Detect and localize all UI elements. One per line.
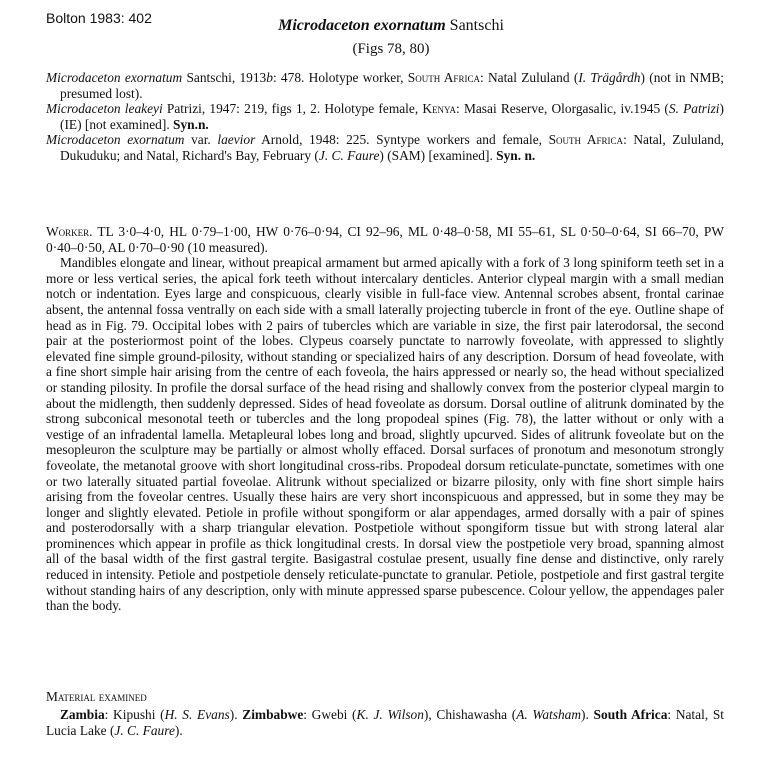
entry-text: Santschi, 1913	[182, 70, 267, 85]
synonymy-list	[46, 70, 724, 164]
species-author: Santschi	[449, 17, 504, 34]
synonym-status: Syn. n.	[496, 147, 536, 163]
description-paragraph: Mandibles elongate and linear, without preapical armament but armed apically with a fork of 3 long spiniform teeth set in a more or less vertical series, the apical fork teeth without intercalary denticles. Anterior clypeal margin with a small median notch or indentation. Eyes large and conspicuous, clearly visible in full-face view. Antennal scrobes absent, frontal carinae absent, the antennal fossa ventrally on each side with a small laterally projecting tubercle in front of the eye. Outline shape of head as in Fig. 79. Occipital lobes with 2 pairs of tubercles which are variable in size, the first pair laterodorsal, the second pair at the posteriormost point of the lobes. Clypeus coarsely punctate to narrowly foveolate, with appressed to slightly elevated fine simple ground-pilosity, without standing or specialized hairs of any description. Dorsum of head foveolate, with a fine short simple hair arising from the centre of each foveola, the hairs appressed or nearly so, the head without specialized or standing pilosity. In profile the dorsal surface of the head rising and shallowly convex from the posterior clypeal margin to about the midlength, then suddenly depressed. Sides of head foveolate as dorsum. Dorsal outline of alitrunk dominated by the strong subconical mesonotal teeth or tubercles and the long propodeal spines (Fig. 78), the latter without or only with a vestige of an infradental lamella. Metapleural lobes long and broad, slightly upcurved. Sides of alitrunk foveolate but on the mesopleuron the sculpture may be partially or almost wholly effaced. Dorsal surfaces of pronotum and mesonotum strongly foveolate, the metanotal groove with short longitudinal cross-ribs. Propodeal dorsum reticulate-punctate, sometimes with one or two laterally situated partial foveolae. Alitrunk without specialized or bizarre pilosity, only with fine short simple hairs arising from the foveolar centres. Usually these hairs are very short inconspicuous and appressed, but in some they may be longer and slightly elevated. Petiole in profile without spongiform or alar appendages, armed dorsally with a pair of spines and posterodorsally with a sharp triangular elevation. Postpetiole without spongiform tissue but with strong lateral alar prominences which appear in profile as thick longitudinal crests. In dorsal view the postpetiole very broad, spanning almost all of the basal width of the first gastral tergite. Basigastral costulae present, usually fine dense and distinctive, only rarely reduced in intensity. Petiole and postpetiole densely reticulate-punctate to granular. Petiole, postpetiole and first gastral tergite without standing hairs of any description, only with minute appressed sparse pubescence. Colour yellow, the appendages paler than the body.	[46, 255, 724, 614]
measurements-paragraph	[46, 224, 724, 255]
entry-text: : Natal Zululand (	[479, 70, 579, 85]
variety-name: laevior	[217, 132, 256, 148]
worker-description	[46, 224, 724, 614]
collector-name: I. Trägårdh	[578, 70, 641, 85]
entry-text: Arnold, 1948: 225. Syntype workers and female,	[255, 132, 549, 148]
entry-text: : Natal, St Lucia Lake (	[46, 707, 725, 738]
collector-name: S. Patrizi	[668, 101, 720, 117]
collector-name: J. C. Faure	[318, 147, 380, 163]
entry-text: ).	[581, 707, 594, 722]
species-name: Microdaceton exornatum	[278, 17, 446, 34]
country-name: Zambia	[60, 707, 105, 722]
synonymy-entry	[46, 101, 724, 132]
entry-text: ) (not in NMB; presumed lost).	[60, 70, 725, 101]
collector-name: K. J. Wilson	[356, 707, 424, 722]
year-suffix: b	[266, 70, 273, 85]
entry-text: : Kipushi (	[104, 707, 165, 722]
country-name: Zimbabwe	[242, 707, 304, 722]
collector-name: H. S. Evans	[164, 707, 230, 722]
country-name: South Africa	[593, 707, 668, 722]
figure-reference: (Figs 78, 80)	[352, 41, 430, 57]
collector-name: J. C. Faure	[114, 722, 175, 738]
material-heading: Material examined	[46, 689, 147, 704]
entry-text: Patrizi, 1947: 219, figs 1, 2. Holotype female,	[162, 101, 423, 117]
entry-text: ).	[174, 722, 183, 738]
material-examined	[46, 707, 724, 738]
country-name: South Africa	[407, 70, 480, 85]
caste-label: Worker	[46, 224, 90, 239]
taxon-name: Microdaceton exornatum	[46, 70, 183, 85]
entry-text: ), Chishawasha (	[423, 707, 517, 722]
material-paragraph	[46, 707, 724, 738]
synonymy-entry	[46, 70, 724, 101]
entry-text: ) (SAM) [examined].	[379, 147, 497, 163]
source-citation: Bolton 1983: 402	[46, 10, 152, 26]
entry-text: : Masai Reserve, Olorgasalic, iv.1945 (	[456, 101, 669, 117]
taxon-name: Microdaceton exornatum	[46, 132, 185, 148]
entry-text: ) (IE) [not examined].	[60, 101, 724, 132]
entry-text: var.	[184, 132, 218, 148]
collector-name: A. Watsham	[516, 707, 582, 722]
entry-text: : Gwebi (	[303, 707, 357, 722]
synonym-status: Syn.n.	[173, 116, 209, 132]
synonymy-entry	[46, 132, 724, 163]
taxon-name: Microdaceton leakeyi	[46, 101, 163, 117]
entry-text: : Natal, Zululand, Dukuduku; and Natal, Richard's Bay, February (	[60, 132, 724, 163]
country-name: South Africa	[548, 132, 624, 148]
country-name: Kenya	[422, 101, 457, 117]
entry-text: ).	[229, 707, 243, 722]
entry-text: : 478. Holotype worker,	[272, 70, 408, 85]
species-heading	[46, 16, 736, 36]
measurements-text: . TL 3·0–4·0, HL 0·79–1·00, HW 0·76–0·94, CI 92–96, ML 0·48–0·58, MI 55–61, SL 0·50–0·64, SI 66–70, PW 0·40–0·50, AL 0·70–0·90 (10 measured).	[46, 224, 724, 255]
